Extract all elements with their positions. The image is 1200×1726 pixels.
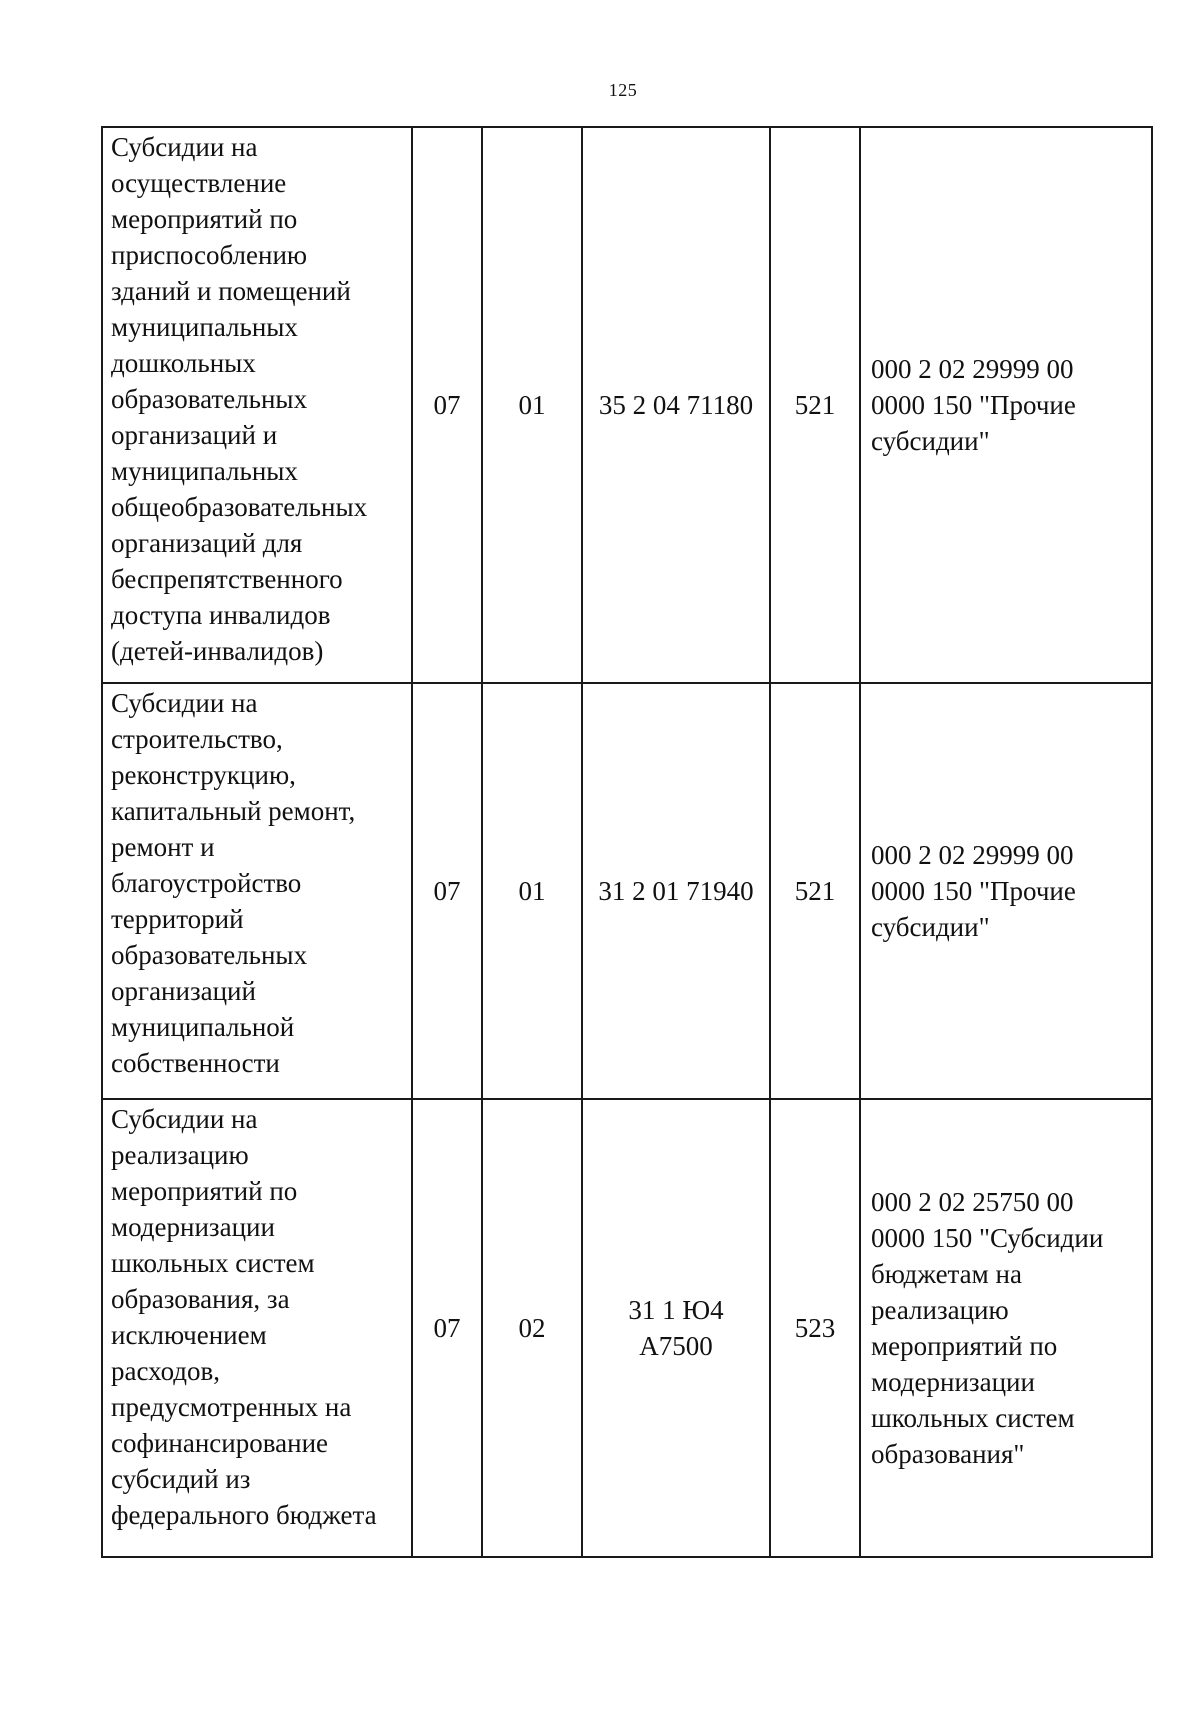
table-row: [102, 683, 1152, 1099]
revenue-code-cell: [860, 683, 1152, 1099]
description-cell: [102, 1099, 412, 1557]
revenue-code-text: 000 2 02 25750 00 0000 150 "Субсидии бюджетам на реализацию мероприятий по модернизации школьных систем образования": [871, 1187, 1104, 1469]
target-article-code: 31 1 Ю4 А7500: [628, 1295, 724, 1361]
description-cell: [102, 683, 412, 1099]
revenue-code-text: 000 2 02 29999 00 0000 150 "Прочие субсидии": [871, 840, 1076, 942]
revenue-code-cell: [860, 127, 1152, 683]
description-cell: [102, 127, 412, 683]
target-article-cell: [582, 683, 770, 1099]
section-code: 07: [433, 876, 461, 906]
section-cell: [412, 683, 482, 1099]
expense-type-cell: [770, 1099, 860, 1557]
subsection-cell: [482, 683, 582, 1099]
budget-table: [101, 126, 1153, 1558]
section-code: 07: [433, 390, 461, 420]
revenue-code-cell: [860, 1099, 1152, 1557]
subsection-cell: [482, 1099, 582, 1557]
target-article-code: 35 2 04 71180: [598, 390, 754, 420]
description-text: Субсидии на осуществление мероприятий по приспособлению зданий и помещений муниципальных дошкольных образовательных организаций и муниципальных общеобразовательных организаций для беспрепятственного доступа инвалидов (детей-инвалидов): [111, 132, 368, 666]
subsection-cell: [482, 127, 582, 683]
target-article-code: 31 2 01 71940: [598, 876, 754, 906]
section-cell: [412, 127, 482, 683]
section-code: 07: [433, 1313, 461, 1343]
expense-type-code: 521: [794, 390, 836, 420]
expense-type-code: 523: [794, 1313, 836, 1343]
expense-type-code: 521: [794, 876, 836, 906]
subsection-code: 01: [518, 876, 546, 906]
subsection-code: 02: [518, 1313, 546, 1343]
description-text: Субсидии на строительство, реконструкцию, капитальный ремонт, ремонт и благоустройство территорий образовательных организаций муниципальной собственности: [111, 688, 356, 1078]
section-cell: [412, 1099, 482, 1557]
subsection-code: 01: [518, 390, 546, 420]
target-article-cell: [582, 1099, 770, 1557]
page-number: 125: [608, 80, 638, 100]
expense-type-cell: [770, 127, 860, 683]
target-article-cell: [582, 127, 770, 683]
table-row: [102, 127, 1152, 683]
expense-type-cell: [770, 683, 860, 1099]
revenue-code-text: 000 2 02 29999 00 0000 150 "Прочие субсидии": [871, 354, 1076, 456]
table-row: [102, 1099, 1152, 1557]
description-text: Субсидии на реализацию мероприятий по модернизации школьных систем образования, за исключением расходов, предусмотренных на софинансирование субсидий из федерального бюджета: [111, 1104, 377, 1530]
